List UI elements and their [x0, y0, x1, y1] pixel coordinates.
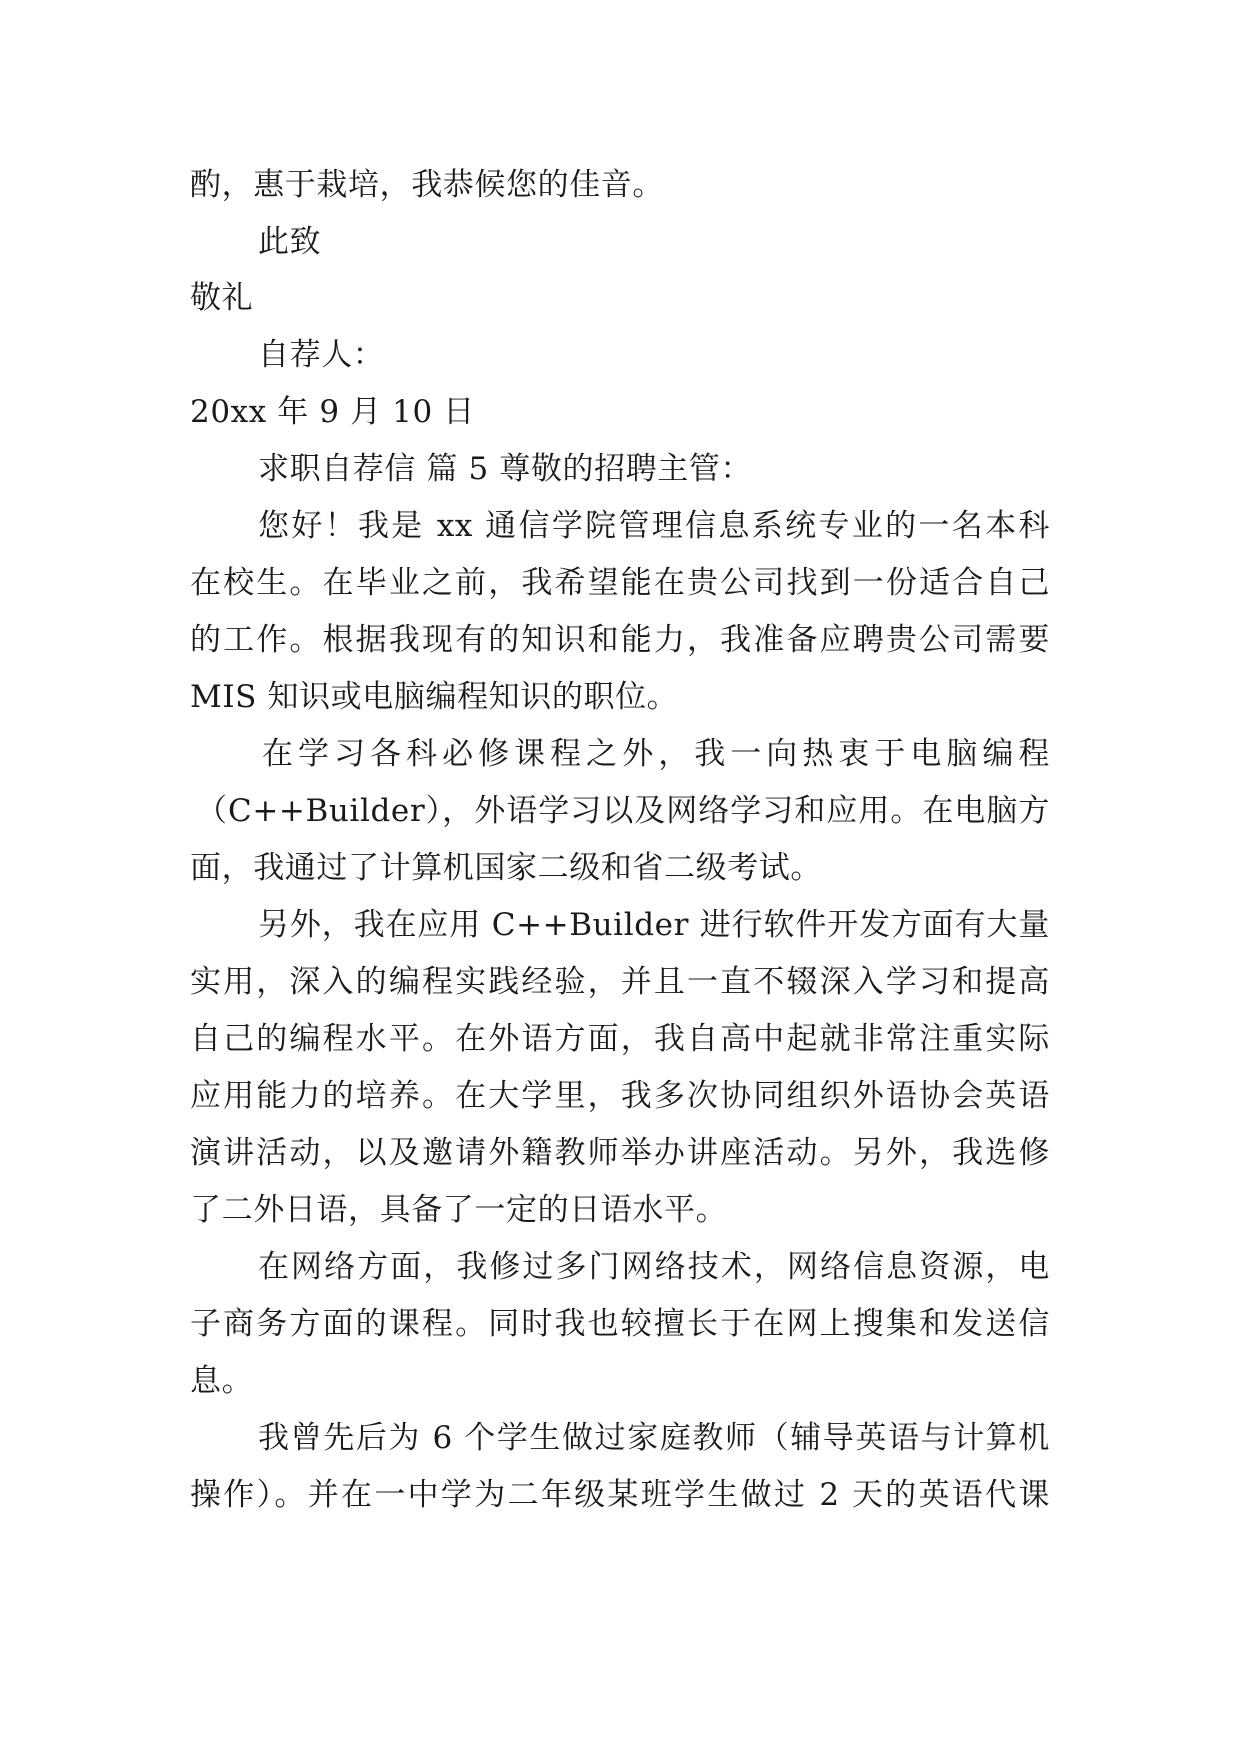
text-line: 在学习各科必修课程之外，我一向热衷于电脑编程 [262, 736, 1050, 772]
text-line: 面，我通过了计算机国家二级和省二级考试。 [190, 850, 822, 886]
text-line: 我曾先后为 6 个学生做过家庭教师（辅导英语与计算机 [258, 1420, 1050, 1456]
text-line: 演讲活动，以及邀请外籍教师举办讲座活动。另外，我选修 [190, 1135, 1050, 1171]
text-line: 您好！我是 xx 通信学院管理信息系统专业的一名本科 [258, 508, 1050, 544]
closing-regards: 敬礼 [190, 280, 254, 316]
text-line: 的工作。根据我现有的知识和能力，我准备应聘贵公司需要 [190, 622, 1050, 658]
text-line: 操作）。并在一中学为二年级某班学生做过 2 天的英语代课 [190, 1477, 1050, 1513]
text-line: 了二外日语，具备了一定的日语水平。 [190, 1192, 728, 1228]
text-line: （C++Builder），外语学习以及网络学习和应用。在电脑方 [196, 793, 1050, 829]
text-line: 在校生。在毕业之前，我希望能在贵公司找到一份适合自己 [190, 565, 1050, 601]
signature-label: 自荐人： [258, 337, 385, 373]
letter-date: 20xx 年 9 月 10 日 [190, 394, 475, 430]
closing-salutation: 此致 [258, 224, 322, 260]
text-line: 应用能力的培养。在大学里，我多次协同组织外语协会英语 [190, 1078, 1050, 1114]
text-line: MIS 知识或电脑编程知识的职位。 [190, 679, 679, 715]
text-line: 酌，惠于栽培，我恭候您的佳音。 [190, 167, 664, 203]
text-line: 息。 [190, 1363, 254, 1399]
text-line: 自己的编程水平。在外语方面，我自高中起就非常注重实际 [190, 1021, 1050, 1057]
text-line: 实用，深入的编程实践经验，并且一直不辍深入学习和提高 [190, 964, 1050, 1000]
text-line: 在网络方面，我修过多门网络技术，网络信息资源，电 [258, 1249, 1050, 1285]
text-line: 子商务方面的课程。同时我也较擅长于在网上搜集和发送信 [190, 1306, 1050, 1342]
letter-heading: 求职自荐信 篇 5 尊敬的招聘主管： [258, 451, 753, 487]
text-line: 另外，我在应用 C++Builder 进行软件开发方面有大量 [258, 907, 1050, 943]
